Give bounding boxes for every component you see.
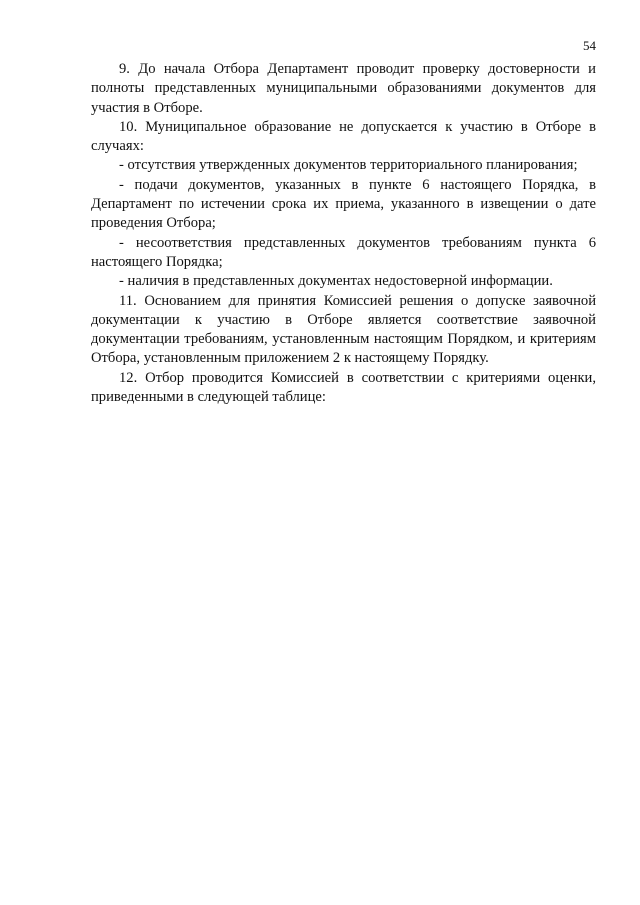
paragraph-10-item-1: - отсутствия утвержденных документов территориального планирования; — [119, 157, 578, 174]
paragraph-12: 12. Отбор проводится Комиссией в соответствии с критериями оценки, приведенными в следующей таблице: — [91, 369, 596, 406]
document-body — [91, 60, 596, 407]
paragraph-11: 11. Основанием для принятия Комиссией решения о допуске заявочной документации к участию в Отборе является соответствие заявочной документации требованиям, установленным настоящим Порядком, и критериям Отбора, установленным приложением 2 к настоящему Порядку. — [91, 292, 596, 367]
paragraph-10-item-2: - подачи документов, указанных в пункте 6 настоящего Порядка, в Департамент по истечении срока их приема, указанного в извещении о дате проведения Отбора; — [91, 176, 596, 232]
page-number: 54 — [583, 38, 596, 53]
paragraph-10-item-4: - наличия в представленных документах недостоверной информации. — [119, 273, 553, 290]
paragraph-10-item-3: - несоответствия представленных документов требованиям пункта 6 настоящего Порядка; — [91, 234, 596, 270]
paragraph-10: 10. Муниципальное образование не допускается к участию в Отборе в случаях: — [91, 118, 596, 155]
paragraph-9: 9. До начала Отбора Департамент проводит проверку достоверности и полноты представленных муниципальными образованиями документов для участия в Отборе. — [91, 61, 596, 116]
